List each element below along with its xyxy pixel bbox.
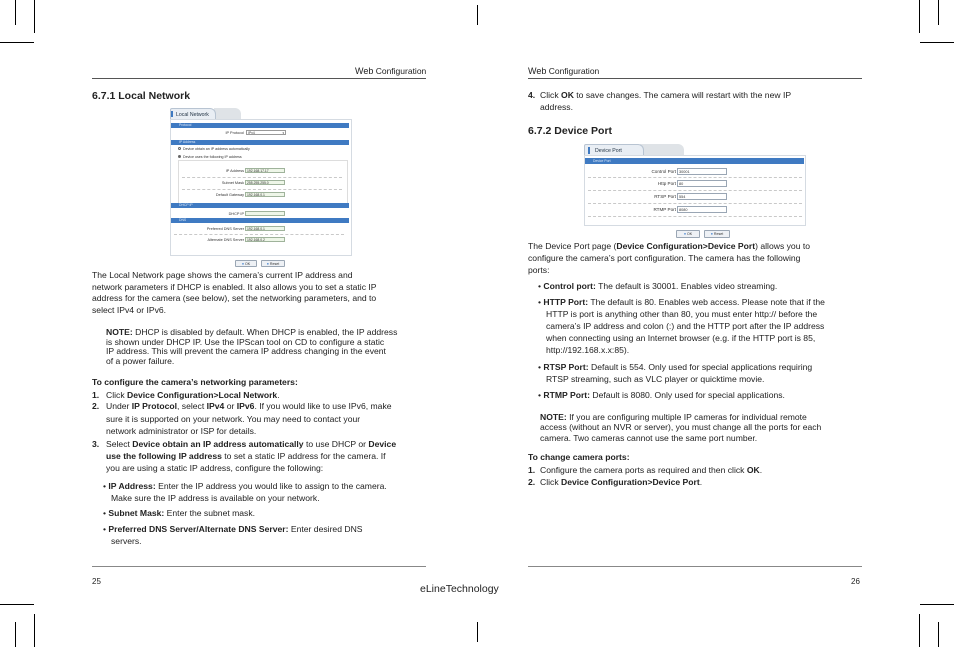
preferred-dns-label: Preferred DNS Server xyxy=(206,227,244,231)
bullet-icon: • xyxy=(103,524,107,534)
ip-address-label: IP Address xyxy=(225,169,244,173)
device-port-intro-line: ports: xyxy=(528,265,550,275)
page-number-left: 25 xyxy=(92,577,101,586)
tab-label: Local Network xyxy=(176,112,209,118)
rtsp-port-field[interactable]: 554 xyxy=(677,193,727,200)
change-step-2: 2. xyxy=(528,477,536,487)
tab-marker-icon xyxy=(588,147,590,154)
ip-protocol-select[interactable]: IPv4 ▾ xyxy=(248,131,284,135)
default-gateway-label: Default Gateway xyxy=(215,193,244,197)
alternate-dns-field[interactable]: 192.168.0.2 xyxy=(245,237,285,242)
rtsp-port-label: RTSP Port xyxy=(654,194,676,199)
rtmp-port-field[interactable]: 8080 xyxy=(677,206,727,213)
subnet-mask-label: Subnet Mask xyxy=(221,181,244,185)
note-line: IP address. This will prevent the camera IP address changing in the event xyxy=(106,346,386,356)
preferred-dns-field[interactable]: 192.168.0.1 xyxy=(245,226,285,231)
chevron-down-icon: ▾ xyxy=(282,131,284,135)
bullet-dns: • Preferred DNS Server/Alternate DNS Server: Enter desired DNS xyxy=(103,524,363,534)
change-step-1: 1. xyxy=(528,465,536,475)
note-line: of a power failure. xyxy=(106,355,175,366)
crop-mark xyxy=(15,0,16,25)
step-1: 1. xyxy=(92,389,100,400)
note-line: NOTE: If you are configuring multiple IP cameras for individual remote xyxy=(540,412,807,422)
note-line: NOTE: DHCP is disabled by default. When DHCP is enabled, the IP address xyxy=(106,327,398,337)
crop-mark xyxy=(919,0,920,33)
step-2: 2. xyxy=(92,401,100,411)
change-step-2-text: Click Device Configuration>Device Port. xyxy=(540,477,703,487)
right-header-rule xyxy=(528,78,862,79)
section-title-device-port: 6.7.2 Device Port xyxy=(528,125,613,137)
crop-mark xyxy=(0,604,34,605)
step-2-line: sure it is supported on your network. You may need to contact your xyxy=(106,414,361,424)
section-title-local-network: 6.7.1 Local Network xyxy=(92,90,191,102)
step-3-text: Select Device obtain an IP address automatically to use DHCP or Device xyxy=(106,439,397,449)
tab-label: Device Port xyxy=(595,148,622,154)
step-4-text: Click OK to save changes. The camera will restart with the new IP xyxy=(540,90,792,100)
crop-mark xyxy=(34,614,35,647)
note-line: is shown under DHCP IP. Use the IPScan tool on CD to configure a static xyxy=(106,336,385,347)
radio-static-ip-label: Device uses the following IP address xyxy=(183,154,242,159)
left-footer-rule xyxy=(92,566,426,567)
step-2-line: network administrator or ISP for details. xyxy=(106,426,257,436)
left-running-header: Web Configuration xyxy=(355,66,427,76)
control-port-label: Control Port xyxy=(651,169,676,174)
bullet-rtmp-port: • RTMP Port: Default is 8080. Only used for special applications. xyxy=(538,390,785,400)
ip-protocol-label: IP Protocol xyxy=(225,131,244,135)
section-bar-dhcp: DHCP IP xyxy=(171,203,349,208)
crop-mark xyxy=(938,622,939,647)
ok-button[interactable]: ● OK xyxy=(235,260,257,267)
step-1-text: Click Device Configuration>Local Network. xyxy=(106,389,280,400)
check-icon: ● xyxy=(683,232,686,236)
crop-mark xyxy=(34,0,35,33)
ip-address-field[interactable]: 192.168.17.17 xyxy=(245,168,285,173)
reset-button[interactable]: ● Reset xyxy=(704,230,730,238)
ok-button[interactable]: ● OK xyxy=(676,230,700,238)
tab-marker-icon xyxy=(171,111,173,117)
alternate-dns-label: Alternate DNS Server xyxy=(207,238,244,242)
note-line: camera. Two cameras cannot use the same port number. xyxy=(540,433,758,443)
change-ports-heading: To change camera ports: xyxy=(528,452,630,462)
bullet-http-line: when connecting using an Internet browser (e.g. if the HTTP port is 85, xyxy=(546,333,816,343)
reset-button[interactable]: ● Reset xyxy=(261,260,285,267)
right-footer-rule xyxy=(528,566,862,567)
local-network-screenshot xyxy=(168,107,351,269)
intro-line: address for the camera (see below), set the networking parameters, and to xyxy=(92,293,377,303)
bullet-control-port: • Control port: The default is 30001. Enables video streaming. xyxy=(538,281,778,291)
device-port-intro-line: configure the camera’s port configuration. The camera has the following xyxy=(528,253,801,263)
intro-line: network parameters if DHCP is enabled. It also allows you to set a static IP xyxy=(92,281,377,292)
rtmp-port-label: RTMP Port xyxy=(653,207,676,212)
device-port-screenshot xyxy=(584,143,806,240)
bullet-icon: • xyxy=(538,297,542,307)
bullet-icon: • xyxy=(103,508,107,518)
step-3: 3. xyxy=(92,439,100,449)
bullet-subnet-mask: • Subnet Mask: Enter the subnet mask. xyxy=(103,508,256,518)
divider xyxy=(182,177,342,178)
crop-mark xyxy=(919,614,920,647)
section-bar-dns: DNS xyxy=(171,218,349,223)
bullet-ip-address-line: Make sure the IP address is available on your network. xyxy=(111,492,320,503)
dhcp-ip-field[interactable] xyxy=(245,211,285,216)
intro-line: select IPv4 or IPv6. xyxy=(92,304,167,315)
left-header-rule xyxy=(92,78,426,79)
step-4: 4. xyxy=(528,90,536,100)
crop-mark xyxy=(920,604,954,605)
dhcp-ip-label: DHCP IP xyxy=(228,212,244,216)
bullet-http-port: • HTTP Port: The default is 80. Enables web access. Please note that if the xyxy=(538,297,825,307)
divider xyxy=(588,177,802,178)
crop-mark xyxy=(920,42,954,43)
bullet-dns-line: servers. xyxy=(111,536,142,546)
step-3-line: use the following IP address to set a static IP address for the camera. If xyxy=(106,451,386,461)
divider xyxy=(174,234,344,235)
page-number-right: 26 xyxy=(851,577,860,586)
radio-static-ip[interactable] xyxy=(178,155,181,158)
bullet-http-line: camera’s IP address and colon (:) and the HTTP port after the IP address xyxy=(546,321,825,331)
bullet-icon: • xyxy=(538,281,542,291)
crop-mark xyxy=(477,622,478,642)
radio-auto-ip[interactable] xyxy=(178,147,181,150)
bullet-rtsp-port: • RTSP Port: Default is 554. Only used for special applications requiring xyxy=(538,362,813,372)
section-bar-device-port: Device Port xyxy=(585,158,804,164)
crop-mark xyxy=(15,622,16,647)
check-icon: ● xyxy=(241,262,244,266)
reset-icon: ● xyxy=(710,232,713,236)
footer-brand: eLineTechnology xyxy=(420,583,499,595)
divider xyxy=(182,189,342,190)
divider xyxy=(588,190,802,191)
radio-auto-ip-label: Device obtain an IP address automatically xyxy=(183,146,250,151)
bullet-http-line: http://192.168.x.x:85). xyxy=(546,345,630,355)
http-port-field[interactable]: 80 xyxy=(677,180,727,187)
subnet-mask-field[interactable]: 255.255.255.0 xyxy=(245,180,285,185)
crop-mark xyxy=(0,42,34,43)
step-2-text: Under IP Protocol, select IPv4 or IPv6. If you would like to use IPv6, make xyxy=(106,401,392,411)
device-port-intro: The Device Port page (Device Configuration>Device Port) allows you to xyxy=(528,241,811,251)
control-port-field[interactable]: 30001 xyxy=(677,168,727,175)
reset-icon: ● xyxy=(266,262,269,266)
crop-mark xyxy=(477,5,478,25)
step-3-line: you are using a static IP address, configure the following: xyxy=(106,463,324,473)
bullet-icon: • xyxy=(103,481,107,491)
bullet-ip-address: • IP Address: Enter the IP address you would like to assign to the camera. xyxy=(103,481,387,491)
bullet-http-line: HTTP is port is anything other than 80, you must enter http:// before the xyxy=(546,309,818,319)
section-bar-protocol: Protocol xyxy=(171,123,349,128)
step-4-line: address. xyxy=(540,102,573,112)
configure-heading: To configure the camera’s networking parameters: xyxy=(92,377,298,387)
divider xyxy=(588,216,802,217)
bullet-rtsp-line: RTSP streaming, such as VLC player or quicktime movie. xyxy=(546,374,765,384)
change-step-1-text: Configure the camera ports as required and then click OK. xyxy=(540,465,763,475)
section-bar-ip-address: IP Address xyxy=(171,140,349,145)
crop-mark xyxy=(938,0,939,25)
intro-line: The Local Network page shows the camera’s current IP address and xyxy=(92,270,353,280)
bullet-icon: • xyxy=(538,362,542,372)
right-running-header: Web Configuration xyxy=(528,66,600,76)
divider xyxy=(588,203,802,204)
bullet-icon: • xyxy=(538,390,542,400)
note-line: access (without an NVR or server), you must change all the ports for each xyxy=(540,422,822,432)
default-gateway-field[interactable]: 192.168.0.1 xyxy=(245,192,285,197)
http-port-label: Http Port xyxy=(657,181,676,186)
